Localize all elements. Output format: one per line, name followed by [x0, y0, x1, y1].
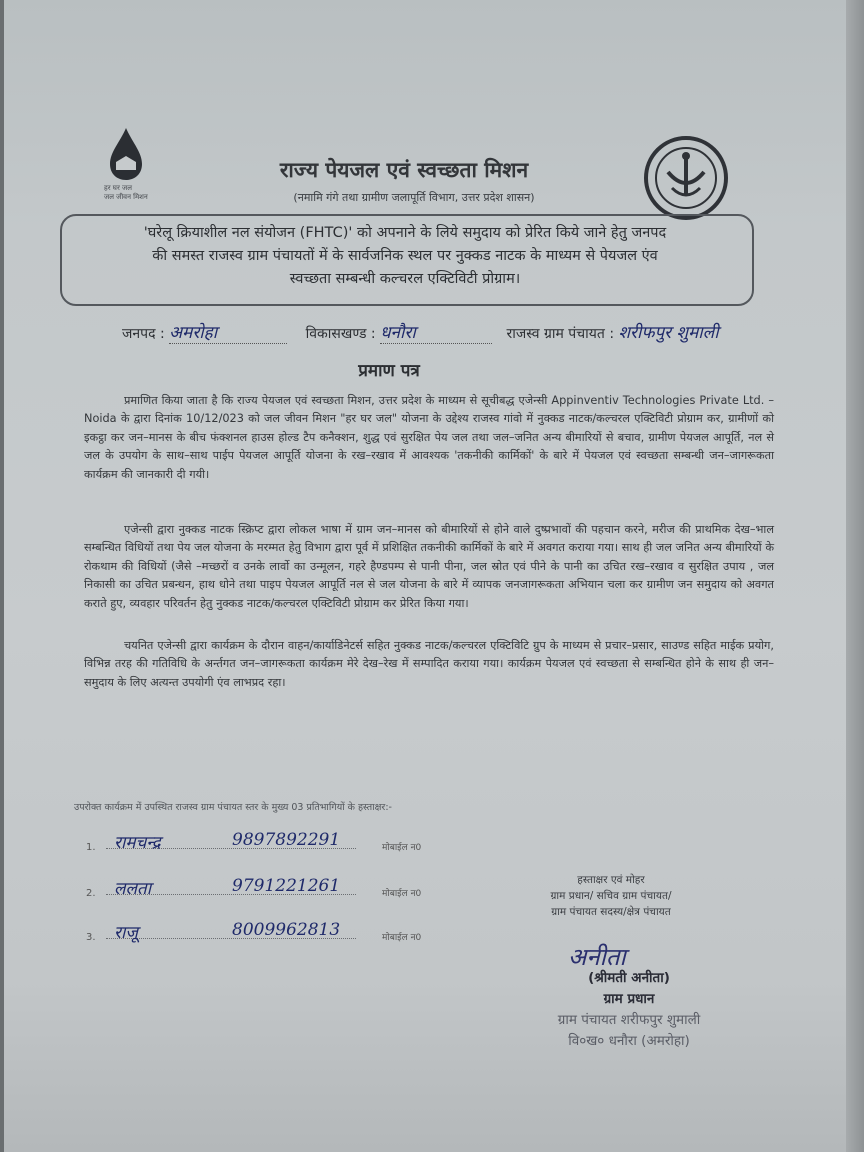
location-fields: [122, 320, 812, 344]
district-label: जनपद :: [122, 326, 165, 342]
stamp-line: (श्रीमती अनीता): [588, 970, 670, 986]
participant-row: [86, 876, 446, 906]
participants-note: उपरोक्त कार्यक्रम में उपस्थित राजस्व ग्राम पंचायत स्तर के मुख्य 03 प्रतिभागियों के हस्ताक्षर:-: [74, 802, 392, 813]
participant-name: ललता: [114, 879, 152, 899]
participant-number: 2.: [86, 888, 96, 899]
banner-line: स्वच्छता सम्बन्धी कल्चरल एक्टिविटी प्रोग्राम।: [289, 271, 521, 287]
mission-title: राज्य पेयजल एवं स्वच्छता मिशन: [279, 158, 529, 182]
pradhan-stamp: [504, 968, 754, 1052]
district-value: अमरोहा: [169, 320, 287, 344]
participant-phone: 8009962813: [232, 920, 341, 940]
signatory-line: हस्ताक्षर एवं मोहर: [577, 874, 645, 886]
body-paragraph-2: एजेन्सी द्वारा नुक्कड नाटक स्क्रिप्ट द्वारा लोकल भाषा में ग्राम जन–मानस को बीमारियों से होने वाले दुष्प्रभावों की पहचान करने, मरीज की प्राथमिक देख–भाल सम्बन्धित विधियों तथा पेय जल योजना के मरम्मत हेतु विभाग द्वारा पूर्व में प्रशिक्षित तकनीकी कार्मिकों के बारे में अवगत कराया गया। साथ ही जल जनित अन्य बीमारियों के रोकथाम की विधियों (जैसे –मच्छरों व उनके लार्वो का उन्मूलन, गहरे हैण्डपम्प से पानी पीना, जल स्रोत एवं पीने के पानी का उचित रख–रखाव व सुरक्षित उपाय , जल निकासी का उचित प्रबन्धन, हाथ धोने तथा पाइप पेयजल आपूर्ति नल से जल योजना के बारे में व्यापक जनजागरूकता अभियान चला कर ग्रामीण जन समुदाय को अवगत कराते हुए, व्यवहार परिवर्तन हेतु नुक्कड नाटक/कल्चरल एक्टिविटी प्रोग्राम कर प्रेरित किया गया।: [84, 523, 774, 610]
signatory-line: ग्राम पंचायत सदस्य/क्षेत्र पंचायत: [551, 906, 671, 918]
panchayat-label: राजस्व ग्राम पंचायत :: [506, 326, 615, 342]
block-label: विकासखण्ड :: [305, 326, 376, 342]
up-govt-emblem: [640, 132, 732, 224]
certificate-heading: प्रमाण पत्र: [358, 361, 420, 381]
logo-tagline-1: हर घर जल: [104, 184, 132, 192]
banner-line: 'घरेलू क्रियाशील नल संयोजन (FHTC)' को अपनाने के लिये समुदाय को प्रेरित किये जाने हेतु जनपद: [143, 225, 667, 241]
signatory-labels: [496, 872, 726, 920]
stamp-line: ग्राम पंचायत शरीफपुर शुमाली: [557, 1012, 701, 1028]
participant-number: 3.: [86, 932, 96, 943]
stamp-line: वि०ख० धनौरा (अमरोहा): [568, 1033, 690, 1049]
mobile-label: मोबाईल न0: [382, 843, 422, 853]
body-paragraph-1: प्रमाणित किया जाता है कि राज्य पेयजल एवं स्वच्छता मिशन, उत्तर प्रदेश के माध्यम से सूचीबद्ध एजेन्सी Appinventiv Technologies Private Ltd. – Noida के द्वारा दिनांक 10/12/023 को जल जीवन मिशन "हर घर जल" योजना के उद्देश्य राजस्व गांवो में नुक्कड नाटक/कल्चरल एक्टिविटी प्रोग्राम कर, ग्रामीणों को इकट्ठा कर जन–मानस के बीच फंक्शनल हाउस होल्ड टैप कनैक्शन, शुद्ध एवं सुरक्षित पेय जल तथा जल–जनित अन्य बीमारियों से बचाव, ग्रामीण पेयजल आपूर्ति, नल से जल के उपयोग के साथ–साथ पाईप पेयजल आपूर्ति योजना के रख–रखाव में आवश्यक 'तकनीकी कार्मिकों' के बारे में पेयजल एवं स्वच्छता सम्बन्धी जन–जागरूकता कार्यक्रम की जानकारी दी गयी।: [84, 394, 774, 481]
participant-phone: 9897892291: [232, 830, 341, 850]
participant-name: राजू: [114, 923, 138, 943]
logo-tagline-2: जल जीवन मिशन: [104, 193, 148, 201]
mission-subtitle: (नमामि गंगे तथा ग्रामीण जलापूर्ति विभाग, उत्तर प्रदेश शासन): [293, 191, 535, 204]
participant-number: 1.: [86, 842, 96, 853]
body-paragraph-3: चयनित एजेन्सी द्वारा कार्यक्रम के दौरान वाहन/कार्याडिनेटर्स सहित नुक्कड नाटक/कल्चरल एक्टिविटि ग्रुप के माध्यम से प्रचार–प्रसार, साउण्ड सहित माईक प्रयोग, विभिन्न तरह की गतिविधि के अर्न्तगत जन–जागरूकता कार्यक्रम मेरे देख–रेख में सम्पादित कराया गया। कार्यक्रम पेयजल एवं स्वच्छता से सम्बन्धित होने के साथ ही जन–समुदाय के लिए अत्यन्त उपयोगी एंव लाभप्रद रहा।: [84, 639, 774, 689]
panchayat-value: शरीफपुर शुमाली: [618, 323, 719, 343]
pradhan-signature: अनीता: [568, 943, 626, 971]
banner-line: की समस्त राजस्व ग्राम पंचायतों में के सार्वजनिक स्थल पर नुक्कड नाटक के माध्यम से पेयजल एंव: [152, 248, 658, 264]
emblem-seal-icon: [640, 132, 732, 224]
mobile-label: मोबाईल न0: [382, 889, 422, 899]
block-value: धनौरा: [380, 320, 492, 344]
page-edge-shadow: [846, 0, 864, 1152]
participant-row: [86, 830, 446, 860]
stamp-line: ग्राम प्रधान: [603, 991, 655, 1007]
jal-jeevan-mission-logo: [102, 124, 166, 204]
participant-row: [86, 920, 446, 950]
program-banner-text: [70, 222, 740, 291]
participant-phone: 9791221261: [232, 876, 341, 896]
mobile-label: मोबाईल न0: [382, 933, 422, 943]
signatory-line: ग्राम प्रधान/ सचिव ग्राम पंचायत/: [550, 890, 672, 902]
participant-name: रामचन्द्र: [114, 833, 161, 853]
water-drop-icon: [102, 124, 166, 204]
document-page: [4, 0, 864, 1152]
